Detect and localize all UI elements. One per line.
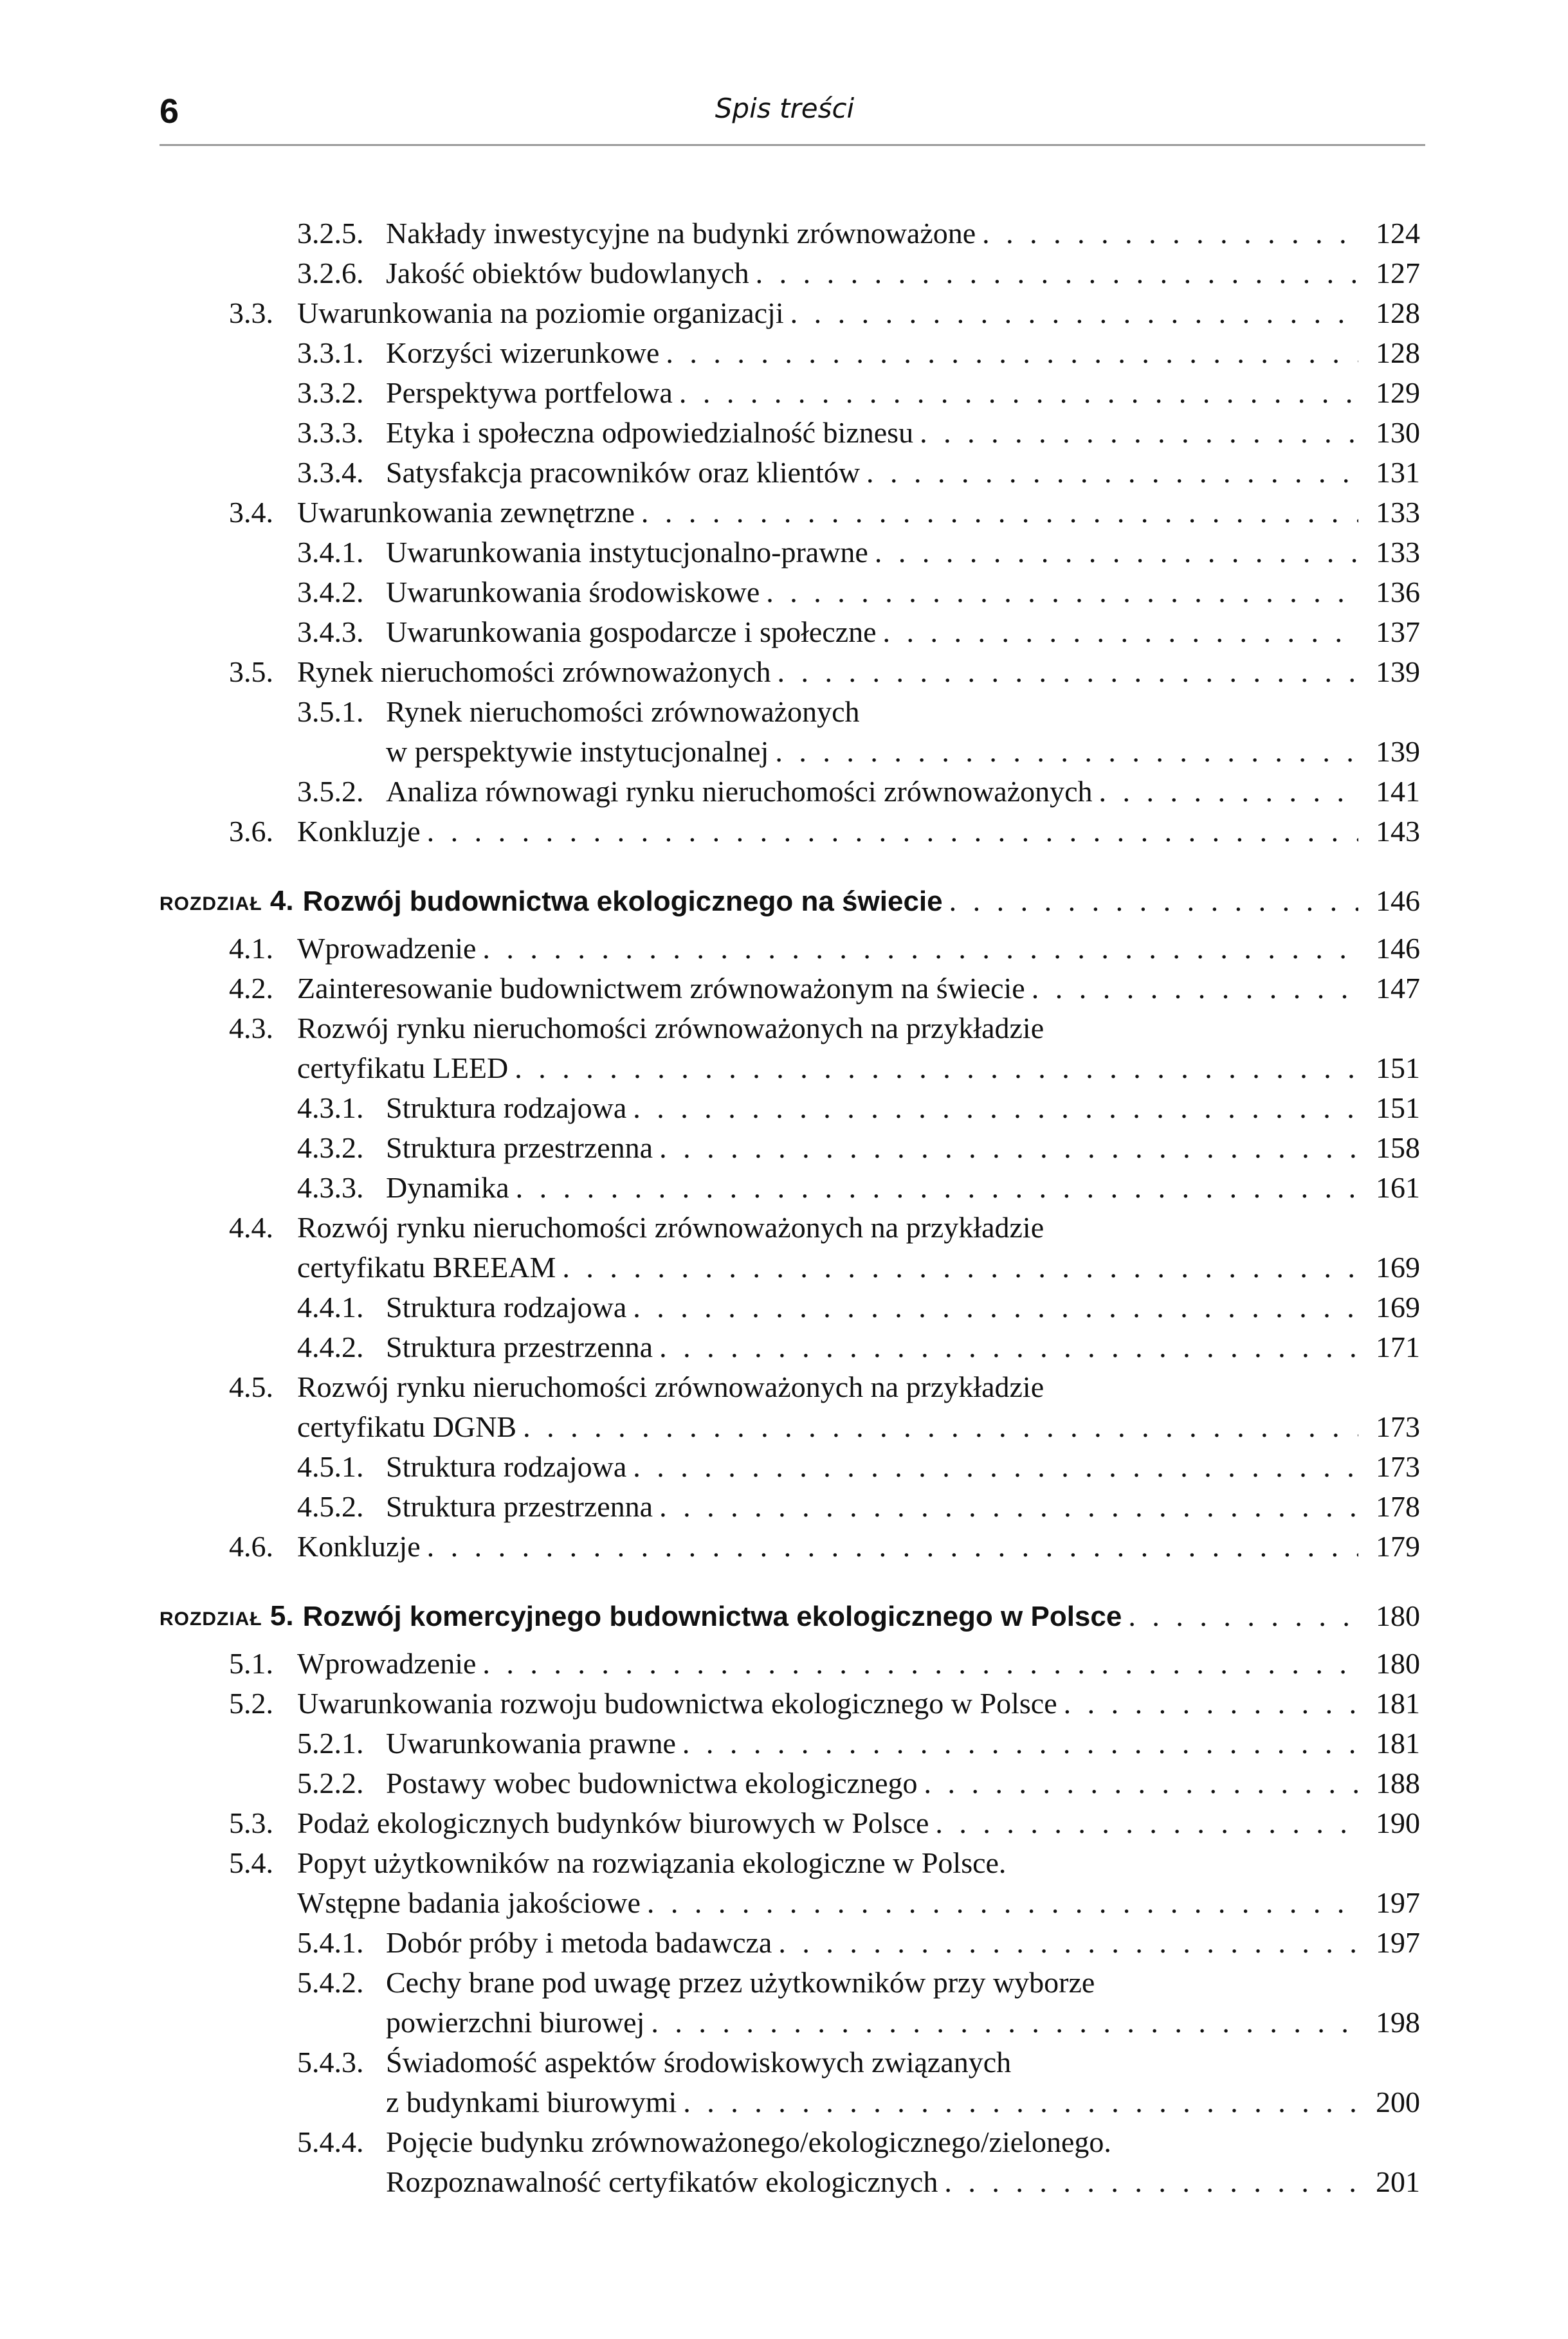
- dot-leader: [766, 572, 1358, 612]
- toc-page-number: 201: [1376, 2165, 1420, 2198]
- toc-entry-title-block: [297, 929, 1420, 969]
- toc-entry-number: 3.3.2.: [297, 376, 364, 409]
- toc-entry-title: Struktura rodzajowa: [386, 1091, 627, 1124]
- toc-entry-title-block: [386, 453, 1420, 493]
- toc-entry: [0, 293, 1568, 333]
- toc-entry-title-block: [297, 652, 1420, 692]
- toc-page-number: 179: [1376, 1530, 1420, 1563]
- toc-entry-title: Uwarunkowania instytucjonalno-prawne: [386, 536, 868, 569]
- toc-entry-number: 4.4.2.: [297, 1331, 364, 1363]
- toc-entry: [0, 2122, 1568, 2202]
- toc-entry: [0, 1168, 1568, 1208]
- toc-page-number: 158: [1376, 1131, 1420, 1164]
- dot-leader: [633, 1288, 1358, 1327]
- dot-leader: [949, 881, 1358, 921]
- dot-leader: [790, 293, 1358, 333]
- toc-entry-title: Korzyści wizerunkowe: [386, 336, 660, 369]
- toc-chapter-entry: [0, 1596, 1568, 1636]
- dot-leader: [427, 812, 1358, 851]
- dot-leader: [883, 612, 1358, 652]
- toc-entry-number: 4.6.: [229, 1530, 273, 1563]
- toc-entry-title-block: [303, 1596, 1420, 1636]
- toc-page-number: 146: [1376, 932, 1420, 965]
- toc-entry-number: 5.4.2.: [297, 1966, 364, 1999]
- toc-entry: [0, 1803, 1568, 1843]
- toc-entry-title-block: [297, 1008, 1420, 1088]
- toc-chapter-entry: [0, 881, 1568, 921]
- toc-page-number: 128: [1376, 336, 1420, 369]
- toc-entry-number: 3.6.: [229, 815, 273, 848]
- toc-page-number: 127: [1376, 257, 1420, 289]
- toc-entry-title: Cechy brane pod uwagę przez użytkowników przy wyborze: [386, 1966, 1095, 1999]
- toc-entry-number: [160, 881, 294, 924]
- toc-page-number: 131: [1376, 456, 1420, 489]
- page-header: [0, 0, 1568, 148]
- toc-entry-title: Uwarunkowania na poziomie organizacji: [297, 296, 784, 329]
- toc-entry: [0, 1327, 1568, 1367]
- toc-entry-title: Uwarunkowania prawne: [386, 1727, 676, 1760]
- dot-leader: [920, 413, 1358, 453]
- toc-entry: [0, 413, 1568, 453]
- toc-entry-title-block: [386, 532, 1420, 572]
- toc-entry: [0, 253, 1568, 293]
- toc-entry: [0, 214, 1568, 253]
- toc-entry-title-block: [386, 1447, 1420, 1487]
- dot-leader: [1032, 969, 1358, 1008]
- dot-leader: [756, 253, 1358, 293]
- toc-entry-number: 3.5.: [229, 655, 273, 688]
- toc-page-number: 198: [1376, 2006, 1420, 2039]
- toc-page-number: 197: [1376, 1926, 1420, 1959]
- dot-leader: [659, 1128, 1358, 1168]
- dot-leader: [679, 373, 1358, 413]
- toc-entry: [0, 1208, 1568, 1288]
- toc-entry-title: Rynek nieruchomości zrównoważonych: [386, 695, 860, 728]
- toc-entry-number: 3.3.: [229, 296, 273, 329]
- toc-entry-title-block: [386, 2122, 1420, 2202]
- toc-page-number: 171: [1376, 1331, 1420, 1363]
- toc-entry-number: 3.4.: [229, 496, 273, 529]
- toc-page-number: 146: [1376, 884, 1420, 917]
- toc-page-number: 161: [1376, 1171, 1420, 1204]
- toc-entry-title-block: [386, 1763, 1420, 1803]
- page-number: 6: [160, 92, 179, 131]
- toc-entry-title: powierzchni biurowej: [386, 2006, 645, 2039]
- toc-entry-title: Rozwój rynku nieruchomości zrównoważonych na przykładzie: [297, 1211, 1044, 1244]
- dot-leader: [427, 1527, 1358, 1567]
- toc-entry: [0, 1128, 1568, 1168]
- toc-entry-title: Struktura rodzajowa: [386, 1291, 627, 1324]
- chapter-number: 5.: [269, 1600, 294, 1632]
- toc-entry-number: 4.5.2.: [297, 1490, 364, 1523]
- toc-entry-number: 3.4.2.: [297, 576, 364, 608]
- toc-entry: [0, 532, 1568, 572]
- dot-leader: [1128, 1596, 1358, 1636]
- toc-entry-title: Wprowadzenie: [297, 932, 477, 965]
- toc-entry-title-block: [386, 1088, 1420, 1128]
- toc-entry: [0, 2043, 1568, 2122]
- dot-leader: [647, 1883, 1358, 1923]
- toc-page-number: 190: [1376, 1807, 1420, 1839]
- toc-entry: [0, 1963, 1568, 2043]
- toc-entry-number: 5.4.: [229, 1846, 273, 1879]
- toc-page-number: 136: [1376, 576, 1420, 608]
- toc-entry-number: 4.3.3.: [297, 1171, 364, 1204]
- toc-entry-number: 3.2.6.: [297, 257, 364, 289]
- toc-entry: [0, 1487, 1568, 1527]
- dot-leader: [778, 652, 1359, 692]
- toc-entry-title: Etyka i społeczna odpowiedzialność biznesu: [386, 416, 914, 449]
- toc-entry-title: Uwarunkowania zewnętrzne: [297, 496, 635, 529]
- dot-leader: [633, 1088, 1358, 1128]
- dot-leader: [651, 2003, 1358, 2043]
- toc-entry: [0, 572, 1568, 612]
- toc-entry-number: 3.4.1.: [297, 536, 364, 569]
- toc-entry-title-block: [297, 1684, 1420, 1724]
- toc-entry-title: Konkluzje: [297, 815, 421, 848]
- toc-entry-number: 5.2.1.: [297, 1727, 364, 1760]
- toc-page-number: 181: [1376, 1727, 1420, 1760]
- toc-entry: [0, 612, 1568, 652]
- chapter-number: 4.: [269, 885, 294, 916]
- toc-entry-title: w perspektywie instytucjonalnej: [386, 735, 769, 768]
- dot-leader: [516, 1168, 1358, 1208]
- toc-entry-title: certyfikatu DGNB: [297, 1410, 517, 1443]
- toc-entry-title-block: [386, 373, 1420, 413]
- toc-entry-number: 5.4.4.: [297, 2125, 364, 2158]
- toc-entry-title: Rozpoznawalność certyfikatów ekologicznych: [386, 2165, 938, 2198]
- dot-leader: [1064, 1684, 1358, 1724]
- toc-entry-title: Rozwój komercyjnego budownictwa ekologicznego w Polsce: [302, 1601, 1122, 1632]
- dot-leader: [944, 2162, 1358, 2202]
- toc-entry-number: 5.3.: [229, 1807, 273, 1839]
- toc-entry: [0, 1843, 1568, 1923]
- toc-page-number: 178: [1376, 1490, 1420, 1523]
- toc-page-number: 151: [1376, 1051, 1420, 1084]
- toc-page-number: 169: [1376, 1291, 1420, 1324]
- toc-entry-number: 5.1.: [229, 1647, 273, 1680]
- dot-leader: [659, 1487, 1358, 1527]
- toc-entry-title: Konkluzje: [297, 1530, 421, 1563]
- dot-leader: [982, 214, 1358, 253]
- toc-entry-number: 3.5.1.: [297, 695, 364, 728]
- toc-entry-title-block: [386, 2043, 1420, 2122]
- toc-entry-number: 3.3.4.: [297, 456, 364, 489]
- toc-entry-title-block: [297, 1527, 1420, 1567]
- toc-entry-title: Rozwój rynku nieruchomości zrównoważonych na przykładzie: [297, 1012, 1044, 1044]
- toc-entry-number: 4.4.1.: [297, 1291, 364, 1324]
- toc-entry-title: Zainteresowanie budownictwem zrównoważonym na świecie: [297, 972, 1025, 1005]
- toc-entry: [0, 1008, 1568, 1088]
- toc-entry-title-block: [297, 812, 1420, 851]
- toc-entry-number: 4.2.: [229, 972, 273, 1005]
- toc-entry-number: 3.4.3.: [297, 615, 364, 648]
- toc-entry-title: Uwarunkowania rozwoju budownictwa ekologicznego w Polsce: [297, 1687, 1057, 1720]
- toc-entry-title: Jakość obiektów budowlanych: [386, 257, 749, 289]
- toc-entry-title: z budynkami biurowymi: [386, 2086, 677, 2118]
- toc-page-number: 133: [1376, 496, 1420, 529]
- toc-entry: [0, 453, 1568, 493]
- toc-entry-title-block: [386, 253, 1420, 293]
- toc-entry-title-block: [386, 1487, 1420, 1527]
- toc-entry-title: Wstępne badania jakościowe: [297, 1886, 641, 1919]
- toc-entry-title: certyfikatu LEED: [297, 1051, 509, 1084]
- toc-page-number: 147: [1376, 972, 1420, 1005]
- toc-entry-title-block: [297, 293, 1420, 333]
- toc-page-number: 133: [1376, 536, 1420, 569]
- toc-entry-number: [160, 1596, 294, 1639]
- toc-page-number: 200: [1376, 2086, 1420, 2118]
- dot-leader: [523, 1407, 1358, 1447]
- toc-page-number: 143: [1376, 815, 1420, 848]
- toc-entry-title-block: [297, 1803, 1420, 1843]
- toc-page-number: 151: [1376, 1091, 1420, 1124]
- toc-entry-title-block: [386, 413, 1420, 453]
- toc-entry: [0, 1367, 1568, 1447]
- toc-entry: [0, 929, 1568, 969]
- toc-entry: [0, 812, 1568, 851]
- toc-entry-title-block: [297, 1843, 1420, 1923]
- toc-entry-title: Struktura przestrzenna: [386, 1490, 653, 1523]
- toc-entry-number: 3.3.1.: [297, 336, 364, 369]
- toc-entry-title-block: [297, 1367, 1420, 1447]
- dot-leader: [778, 1923, 1358, 1963]
- toc-entry: [0, 493, 1568, 532]
- toc-page-number: 130: [1376, 416, 1420, 449]
- toc-entry-number: 5.2.: [229, 1687, 273, 1720]
- toc-entry: [0, 1724, 1568, 1763]
- toc-entry-title-block: [386, 612, 1420, 652]
- toc-entry-title-block: [303, 881, 1420, 921]
- toc-entry-title-block: [386, 572, 1420, 612]
- toc-page-number: 180: [1376, 1647, 1420, 1680]
- toc-entry-title-block: [386, 1963, 1420, 2043]
- toc-entry-title: Postawy wobec budownictwa ekologicznego: [386, 1767, 918, 1799]
- dot-leader: [482, 929, 1358, 969]
- dot-leader: [482, 1644, 1358, 1684]
- toc-entry: [0, 1288, 1568, 1327]
- toc-entry-title: Rynek nieruchomości zrównoważonych: [297, 655, 771, 688]
- toc-page-number: 128: [1376, 296, 1420, 329]
- dot-leader: [875, 532, 1358, 572]
- chapter-label: ROZDZIAŁ: [160, 1608, 262, 1630]
- toc-entry-title: Struktura rodzajowa: [386, 1450, 627, 1483]
- toc-entry-title: Podaż ekologicznych budynków biurowych w Polsce: [297, 1807, 929, 1839]
- toc-entry: [0, 969, 1568, 1008]
- toc-entry-number: 5.2.2.: [297, 1767, 364, 1799]
- toc-entry-title: Świadomość aspektów środowiskowych związanych: [386, 2046, 1012, 2079]
- toc-page-number: 197: [1376, 1886, 1420, 1919]
- toc-entry: [0, 1447, 1568, 1487]
- dot-leader: [924, 1763, 1358, 1803]
- toc-page-number: 173: [1376, 1410, 1420, 1443]
- toc-page-number: 180: [1376, 1599, 1420, 1632]
- dot-leader: [866, 453, 1358, 493]
- toc-entry-title: Struktura przestrzenna: [386, 1131, 653, 1164]
- dot-leader: [633, 1447, 1358, 1487]
- toc-entry-title: Wprowadzenie: [297, 1647, 477, 1680]
- dot-leader: [775, 732, 1358, 772]
- toc-entry: [0, 1527, 1568, 1567]
- toc-entry-title-block: [297, 1208, 1420, 1288]
- toc-entry-title: Dobór próby i metoda badawcza: [386, 1926, 772, 1959]
- toc-page-number: 173: [1376, 1450, 1420, 1483]
- toc-entry-title-block: [386, 1923, 1420, 1963]
- running-title: Spis treści: [715, 93, 855, 124]
- toc-entry-title: Popyt użytkowników na rozwiązania ekologiczne w Polsce.: [297, 1846, 1007, 1879]
- toc-page-number: 137: [1376, 615, 1420, 648]
- toc-entry-number: 5.4.1.: [297, 1926, 364, 1959]
- toc-entry-number: 4.3.: [229, 1012, 273, 1044]
- toc-entry-title-block: [386, 1168, 1420, 1208]
- toc-entry-title-block: [386, 1288, 1420, 1327]
- dot-leader: [659, 1327, 1358, 1367]
- toc-entry-number: 3.3.3.: [297, 416, 364, 449]
- toc-entry-title: certyfikatu BREEAM: [297, 1251, 556, 1284]
- toc-entry-number: 3.5.2.: [297, 775, 364, 808]
- toc-entry: [0, 772, 1568, 812]
- toc-page-number: 169: [1376, 1251, 1420, 1284]
- dot-leader: [683, 2082, 1358, 2122]
- toc-entry: [0, 1644, 1568, 1684]
- toc-page-number: 129: [1376, 376, 1420, 409]
- toc-entry-title-block: [386, 1128, 1420, 1168]
- dot-leader: [515, 1048, 1358, 1088]
- toc-entry: [0, 1923, 1568, 1963]
- toc-entry-title-block: [386, 333, 1420, 373]
- toc-entry-title-block: [297, 969, 1420, 1008]
- toc-entry-title: Analiza równowagi rynku nieruchomości zrównoważonych: [386, 775, 1093, 808]
- toc-page-number: 188: [1376, 1767, 1420, 1799]
- toc-page-number: 181: [1376, 1687, 1420, 1720]
- toc-page-number: 124: [1376, 217, 1420, 250]
- toc-entry: [0, 692, 1568, 772]
- toc-entry-title-block: [386, 772, 1420, 812]
- toc-entry-title-block: [297, 493, 1420, 532]
- toc-entry: [0, 1088, 1568, 1128]
- toc-entry-number: 4.5.: [229, 1370, 273, 1403]
- toc-entry: [0, 373, 1568, 413]
- toc-page-number: 139: [1376, 655, 1420, 688]
- toc-entry-title: Uwarunkowania środowiskowe: [386, 576, 760, 608]
- chapter-label: ROZDZIAŁ: [160, 893, 262, 915]
- toc-page-number: 141: [1376, 775, 1420, 808]
- dot-leader: [682, 1724, 1358, 1763]
- toc-entry-title-block: [386, 214, 1420, 253]
- toc-entry-title: Satysfakcja pracowników oraz klientów: [386, 456, 861, 489]
- toc-entry-number: 4.3.1.: [297, 1091, 364, 1124]
- toc-entry-title: Nakłady inwestycyjne na budynki zrównoważone: [386, 217, 976, 250]
- header-rule: [160, 144, 1425, 146]
- toc-entry-title-block: [386, 1724, 1420, 1763]
- toc-entry-title: Struktura przestrzenna: [386, 1331, 653, 1363]
- toc-entry-title: Rozwój rynku nieruchomości zrównoważonych na przykładzie: [297, 1370, 1044, 1403]
- toc-entry-title-block: [386, 692, 1420, 772]
- toc-entry-number: 3.2.5.: [297, 217, 364, 250]
- dot-leader: [562, 1248, 1358, 1288]
- toc-entry-title: Dynamika: [386, 1171, 509, 1204]
- toc-entry-number: 4.4.: [229, 1211, 273, 1244]
- toc-entry-number: 5.4.3.: [297, 2046, 364, 2079]
- toc-entry-number: 4.3.2.: [297, 1131, 364, 1164]
- toc-entry-title: Pojęcie budynku zrównoważonego/ekologicznego/zielonego.: [386, 2125, 1111, 2158]
- dot-leader: [1099, 772, 1358, 812]
- dot-leader: [641, 493, 1358, 532]
- toc-entry-title: Perspektywa portfelowa: [386, 376, 673, 409]
- toc-entry-number: 4.5.1.: [297, 1450, 364, 1483]
- toc-entry-number: 4.1.: [229, 932, 273, 965]
- toc-entry-title-block: [297, 1644, 1420, 1684]
- toc-entry: [0, 652, 1568, 692]
- toc-entry-title-block: [386, 1327, 1420, 1367]
- toc-entry: [0, 333, 1568, 373]
- dot-leader: [935, 1803, 1358, 1843]
- toc-entry-title: Rozwój budownictwa ekologicznego na świecie: [302, 886, 943, 917]
- toc-page-number: 139: [1376, 735, 1420, 768]
- toc-entry: [0, 1763, 1568, 1803]
- toc-entry: [0, 1684, 1568, 1724]
- toc-entry-title: Uwarunkowania gospodarcze i społeczne: [386, 615, 877, 648]
- dot-leader: [666, 333, 1358, 373]
